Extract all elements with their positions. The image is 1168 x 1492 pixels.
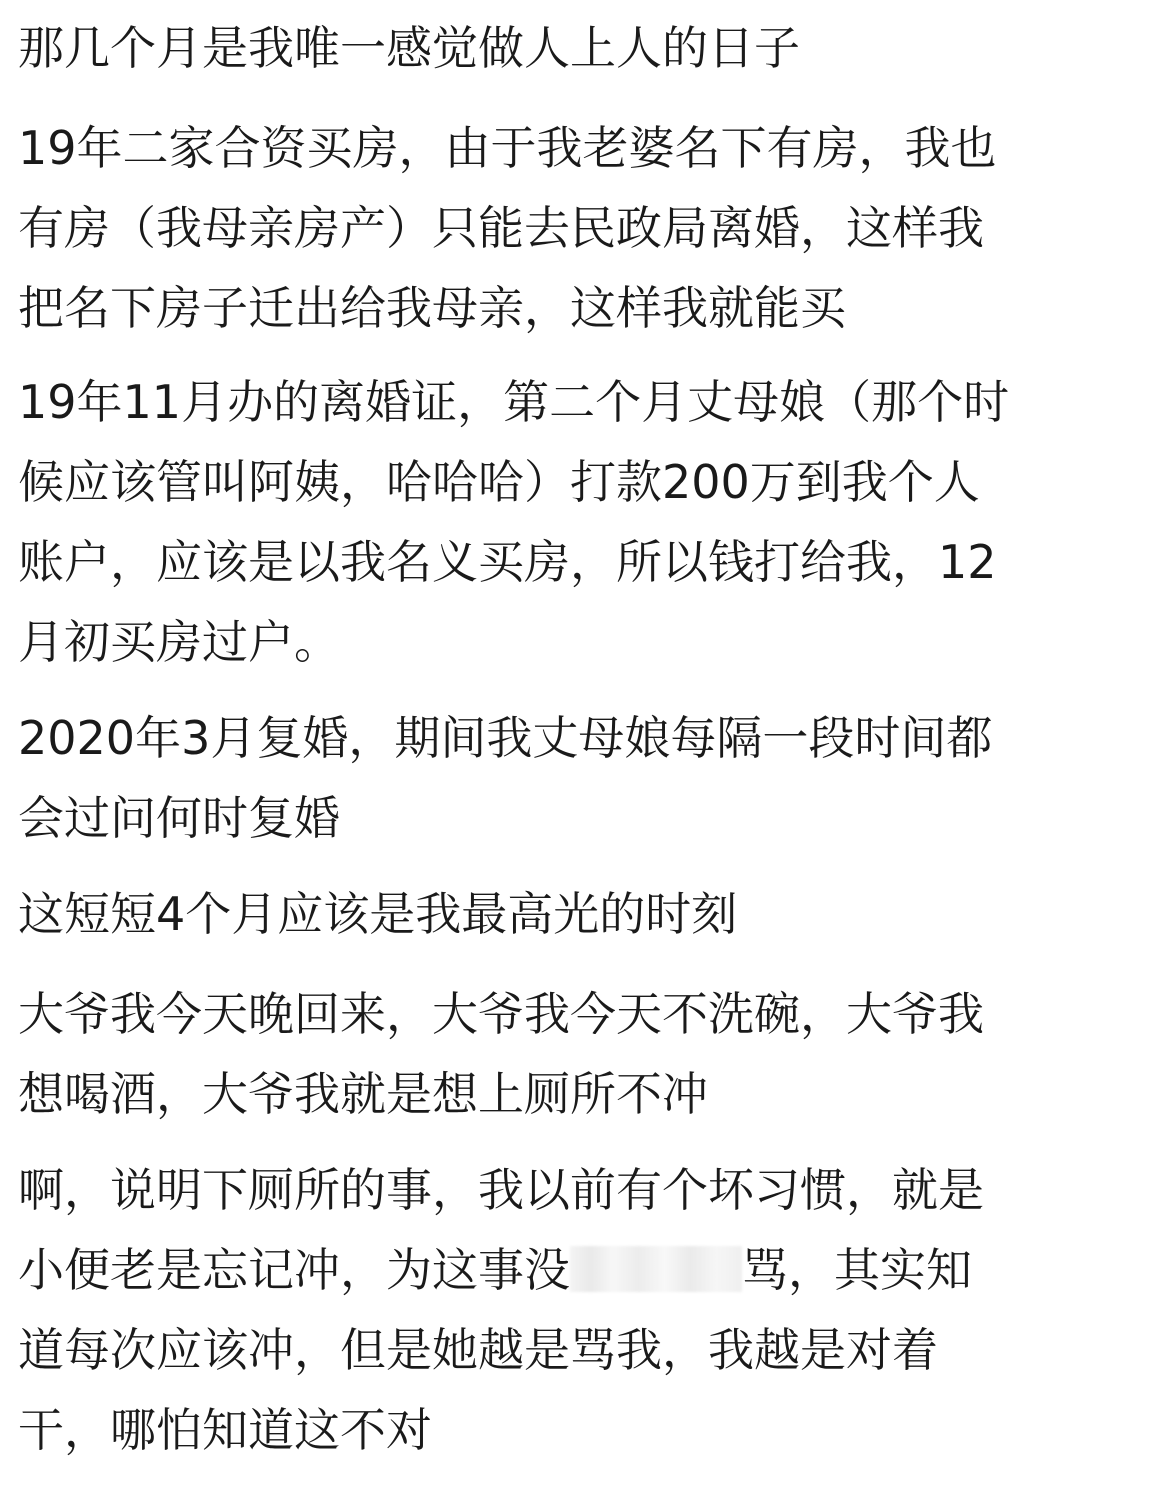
text-line: 会过问何时复婚 bbox=[18, 791, 340, 845]
text-segment: 小便老是忘记冲，为这事没 bbox=[18, 1243, 570, 1297]
paragraph-1 bbox=[18, 8, 1148, 88]
text-line: 道每次应该冲，但是她越是骂我，我越是对着 bbox=[18, 1323, 938, 1377]
paragraph-5 bbox=[18, 874, 1148, 954]
text-segment: 骂，其实知 bbox=[742, 1243, 972, 1297]
paragraph-6 bbox=[18, 974, 1148, 1134]
text-line-with-redaction bbox=[18, 1230, 1148, 1310]
text-line: 有房（我母亲房产）只能去民政局离婚，这样我 bbox=[18, 201, 984, 255]
text-line: 月初买房过户。 bbox=[18, 615, 340, 669]
paragraph-7 bbox=[18, 1150, 1148, 1470]
paragraph-3 bbox=[18, 362, 1148, 682]
blurred-redaction bbox=[570, 1246, 742, 1292]
text-line: 19年二家合资买房，由于我老婆名下有房，我也 bbox=[18, 121, 997, 175]
text-line: 大爷我今天晚回来，大爷我今天不洗碗，大爷我 bbox=[18, 987, 984, 1041]
text-line: 账户，应该是以我名义买房，所以钱打给我，12 bbox=[18, 535, 997, 589]
text-line: 把名下房子迁出给我母亲，这样我就能买 bbox=[18, 281, 846, 335]
text-line: 啊，说明下厕所的事，我以前有个坏习惯，就是 bbox=[18, 1163, 984, 1217]
text-line: 候应该管叫阿姨，哈哈哈）打款200万到我个人 bbox=[18, 455, 980, 509]
text-line: 2020年3月复婚，期间我丈母娘每隔一段时间都 bbox=[18, 711, 993, 765]
text-line: 那几个月是我唯一感觉做人上人的日子 bbox=[18, 21, 800, 75]
text-line: 想喝酒，大爷我就是想上厕所不冲 bbox=[18, 1067, 708, 1121]
paragraph-4 bbox=[18, 698, 1148, 858]
text-line: 19年11月办的离婚证，第二个月丈母娘（那个时 bbox=[18, 375, 1010, 429]
text-line: 干，哪怕知道这不对 bbox=[18, 1403, 432, 1457]
paragraph-2 bbox=[18, 108, 1148, 348]
text-line: 这短短4个月应该是我最高光的时刻 bbox=[18, 887, 738, 941]
